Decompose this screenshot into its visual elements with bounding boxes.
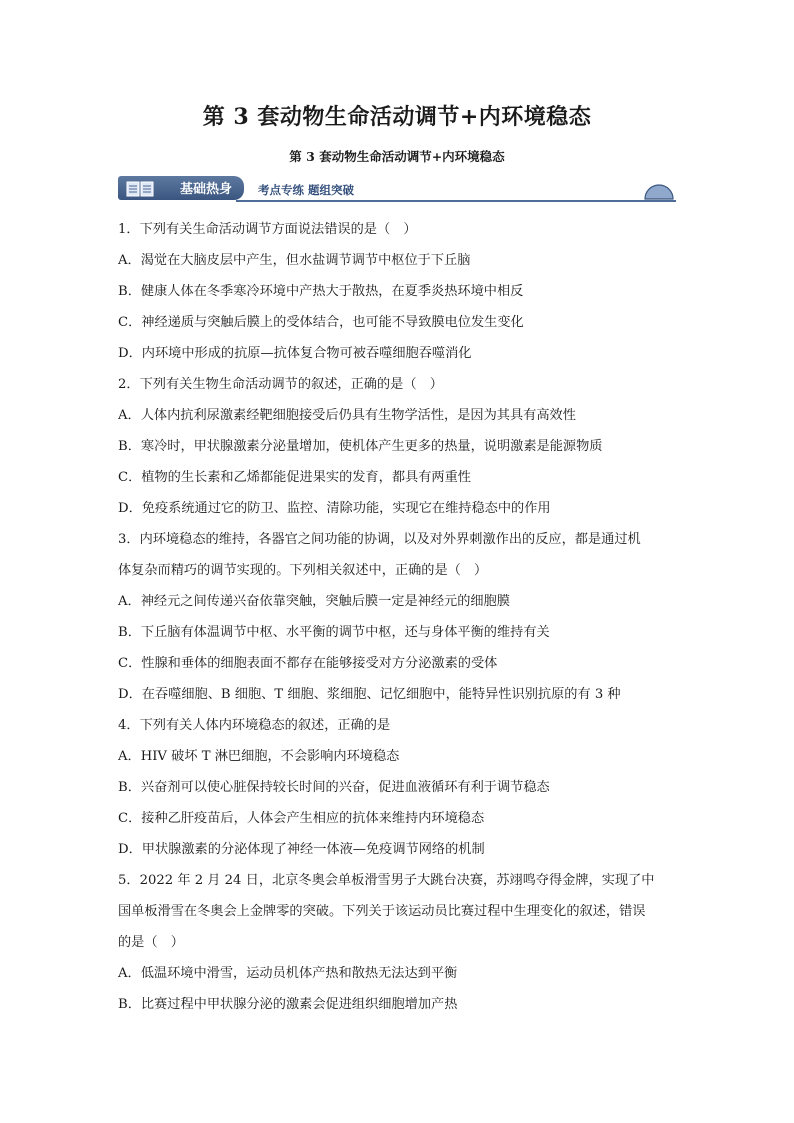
option-a: A．渴觉在大脑皮层中产生，但水盐调节调节中枢位于下丘脑 bbox=[118, 253, 471, 268]
question-1 bbox=[118, 214, 678, 369]
question-list bbox=[118, 214, 678, 1020]
option-a: A．神经元之间传递兴奋依靠突触，突触后膜一定是神经元的细胞膜 bbox=[118, 594, 510, 609]
option-c: C．接种乙肝疫苗后，人体会产生相应的抗体来维持内环境稳态 bbox=[118, 811, 485, 826]
option-c: C．性腺和垂体的细胞表面不都存在能够接受对方分泌激素的受体 bbox=[118, 656, 498, 671]
book-icon bbox=[126, 181, 154, 197]
question-stem: 4．下列有关人体内环境稳态的叙述，正确的是 bbox=[118, 718, 391, 733]
banner-label: 基础热身 bbox=[180, 182, 233, 197]
option-d: D．免疫系统通过它的防卫、监控、清除功能，实现它在维持稳态中的作用 bbox=[118, 501, 551, 516]
question-stem-line: 的是（ ） bbox=[118, 935, 184, 950]
banner-rule bbox=[236, 200, 676, 202]
option-a: A．HIV 破坏 T 淋巴细胞，不会影响内环境稳态 bbox=[118, 749, 400, 764]
option-c: C．植物的生长素和乙烯都能促进果实的发育，都具有两重性 bbox=[118, 470, 471, 485]
question-5 bbox=[118, 865, 678, 1020]
question-stem-line: 3．内环境稳态的维持，各器官之间功能的协调，以及对外界刺激作出的反应，都是通过机 bbox=[118, 532, 641, 547]
option-a: A．低温环境中滑雪，运动员机体产热和散热无法达到平衡 bbox=[118, 966, 458, 981]
option-b: B．兴奋剂可以使心脏保持较长时间的兴奋，促进血液循环有利于调节稳态 bbox=[118, 780, 550, 795]
option-b: B．寒冷时，甲状腺激素分泌量增加，使机体产生更多的热量，说明激素是能源物质 bbox=[118, 439, 603, 454]
option-d: D．内环境中形成的抗原—抗体复合物可被吞噬细胞吞噬消化 bbox=[118, 346, 472, 361]
page-title: 第 3 套动物生命活动调节+内环境稳态 bbox=[202, 104, 592, 130]
question-stem: 2．下列有关生物生命活动调节的叙述，正确的是（ ） bbox=[118, 377, 443, 392]
option-a: A．人体内抗利尿激素经靶细胞接受后仍具有生物学活性，是因为其具有高效性 bbox=[118, 408, 576, 423]
option-b: B．下丘脑有体温调节中枢、水平衡的调节中枢，还与身体平衡的维持有关 bbox=[118, 625, 550, 640]
banner-tag: 考点专练 题组突破 bbox=[258, 183, 355, 197]
question-4 bbox=[118, 710, 678, 865]
question-3 bbox=[118, 524, 678, 710]
option-b: B．健康人体在冬季寒冷环境中产热大于散热，在夏季炎热环境中相反 bbox=[118, 284, 524, 299]
option-b: B．比赛过程中甲状腺分泌的激素会促进组织细胞增加产热 bbox=[118, 997, 458, 1012]
dome-icon bbox=[644, 184, 674, 200]
section-banner bbox=[118, 174, 674, 206]
option-c: C．神经递质与突触后膜上的受体结合，也可能不导致膜电位发生变化 bbox=[118, 315, 524, 330]
question-stem-line: 体复杂而精巧的调节实现的。下列相关叙述中，正确的是（ ） bbox=[118, 563, 488, 578]
question-stem-line: 5．2022 年 2 月 24 日，北京冬奥会单板滑雪男子大跳台决赛，苏翊鸣夺得金牌，实现了中 bbox=[118, 873, 655, 888]
question-stem-line: 国单板滑雪在冬奥会上金牌零的突破。下列关于该运动员比赛过程中生理变化的叙述，错误 bbox=[118, 904, 646, 919]
question-stem: 1．下列有关生命活动调节方面说法错误的是（ ） bbox=[118, 222, 417, 237]
question-2 bbox=[118, 369, 678, 524]
option-d: D．甲状腺激素的分泌体现了神经一体液—免疫调节网络的机制 bbox=[118, 842, 485, 857]
page-subtitle: 第 3 套动物生命活动调节+内环境稳态 bbox=[289, 149, 505, 164]
option-d: D．在吞噬细胞、B 细胞、T 细胞、浆细胞、记忆细胞中，能特异性识别抗原的有 3 种 bbox=[118, 687, 621, 702]
